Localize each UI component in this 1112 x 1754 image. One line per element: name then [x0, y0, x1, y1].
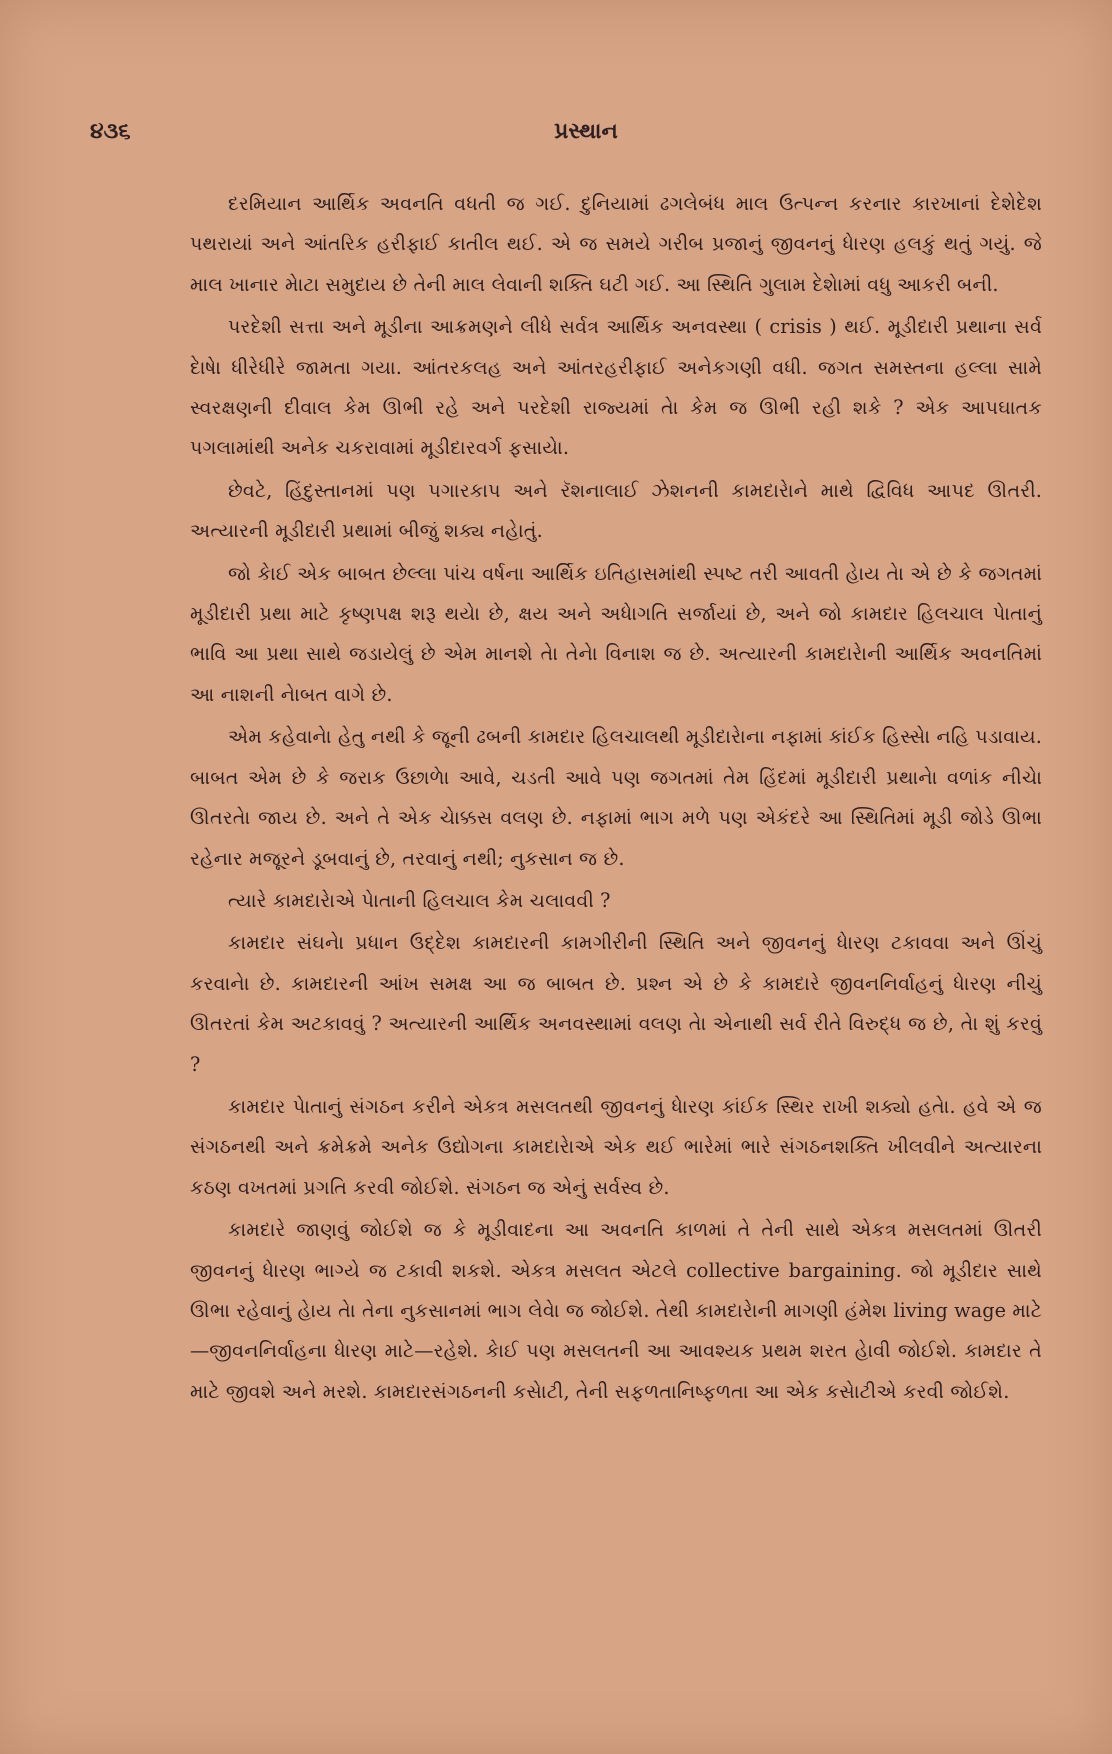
paragraph-1: દરમિયાન આર્થિક અવનતિ વધતી જ ગઈ. દુનિયામાં ઢગલેબંધ માલ ઉત્પન્ન કરનાર કારખાનાં દેશેદેશ પથરાયાં અને આંતરિક હરીફાઈ કાતીલ થઈ. એ જ સમયે ગરીબ પ્રજાનું જીવનનું ધેારણ હલકું થતું ગયું. જે માલ ખાનાર મેાટા સમુદાય છે તેની માલ લેવાની શક્તિ ઘટી ગઈ. આ સ્થિતિ ગુલામ દેશેામાં વધુ આકરી બની.: [190, 192, 1042, 296]
page-header: [90, 118, 1042, 158]
paragraph-8: કામદાર પેાતાનું સંગઠન કરીને એકત્ર મસલતથી જીવનનું ધેારણ કાંઈક સ્થિર રાખી શક્યો હતેા. હવે એ જ સંગઠનથી અને ક્રમેક્રમે અનેક ઉદ્યોગના કામદારેાએ એક થઈ ભારેમાં ભારે સંગઠનશક્તિ ખીલવીને અત્યારના કઠણ વખતમાં પ્રગતિ કરવી જોઈશે. સંગઠન જ એનું સર્વસ્વ છે.: [190, 1094, 1042, 1199]
paragraph-5: એમ કહેવાનેા હેતુ નથી કે જૂની ઢબની કામદાર હિલચાલથી મૂડીદારેાના નફામાં કાંઈક હિસ્સેા નહિ પડાવાય. બાબત એમ છે કે જરાક ઉછાળેા આવે, ચડતી આવે પણ જગતમાં તેમ હિંદમાં મૂડીદારી પ્રથાનેા વળાંક નીચેા ઊતરતેા જાય છે. અને તે એક ચેાક્કસ વલણ છે. નફામાં ભાગ મળે પણ એકંદરે આ સ્થિતિમાં મૂડી જોડે ઊભા રહેનાર મજૂરને ડૂબવાનું છે, તરવાનું નથી; નુકસાન જ છે.: [190, 725, 1042, 870]
paragraph-2: પરદેશી સત્તા અને મૂડીના આક્રમણને લીધે સર્વત્ર આર્થિક અનવસ્થા ( crisis ) થઈ. મૂડીદારી પ્રથાના સર્વ દેાષેા ધીરેધીરે જામતા ગયા. આંતરકલહ અને આંતરહરીફાઈ અનેકગણી વધી. જગત સમસ્તના હલ્લા સામે સ્વરક્ષણની દીવાલ કેમ ઊભી રહે અને પરદેશી રાજ્યમાં તેા કેમ જ ઊભી રહી શકે ? એક આપઘાતક પગલામાંથી અનેક ચકરાવામાં મૂડીદારવર્ગ ફસાયેા.: [190, 315, 1042, 460]
paragraph-4: જો કેાઈ એક બાબત છેલ્લા પાંચ વર્ષના આર્થિક ઇતિહાસમાંથી સ્પષ્ટ તરી આવતી હેાય તેા એ છે કે જગતમાં મૂડીદારી પ્રથા માટે કૃષ્ણપક્ષ શરૂ થયેા છે, ક્ષય અને અધેાગતિ સર્જાયાં છે, અને જો કામદાર હિલચાલ પેાતાનું ભાવિ આ પ્રથા સાથે જડાયેલું છે એમ માનશે તેા તેનેા વિનાશ જ છે. અત્યારની કામદારેાની આર્થિક અવનતિમાં આ નાશની નેાબત વાગે છે.: [190, 561, 1042, 706]
body-text: [190, 184, 1042, 1412]
page-number: ૪૩૬: [90, 118, 131, 144]
paragraph-6: ત્યારે કામદારેાએ પેાતાની હિલચાલ કેમ ચલાવવી ?: [228, 888, 611, 912]
paragraph-7: કામદાર સંઘનેા પ્રધાન ઉદ્દેશ કામદારની કામગીરીની સ્થિતિ અને જીવનનું ધેારણ ટકાવવા અને ઊંચું કરવાનેા છે. કામદારની આંખ સમક્ષ આ જ બાબત છે. પ્રશ્ન એ છે કે કામદારે જીવનનિર્વાહનું ધેારણ નીચું ઊતરતાં કેમ અટકાવવું ? અત્યારની આર્થિક અનવસ્થામાં વલણ તેા એનાથી સર્વ રીતે વિરુદ્ધ જ છે, તેા શું કરવું ?: [190, 931, 1042, 1076]
paragraph-3: છેવટે, હિંદુસ્તાનમાં પણ પગારકાપ અને રૅશનાલાઈ ઝેશનની કામદારેાને માથે દ્વિવિધ આપદ ઊતરી. અત્યારની મૂડીદારી પ્રથામાં બીજું શક્ય નહેાતું.: [190, 478, 1042, 543]
paragraph-9: કામદારે જાણવું જોઈશે જ કે મૂડીવાદના આ અવનતિ કાળમાં તે તેની સાથે એકત્ર મસલતમાં ઊતરી જીવનનું ધેારણ ભાગ્યે જ ટકાવી શકશે. એકત્ર મસલત એટલે collective bargaining. જો મૂડીદાર સાથે ઊભા રહેવાનું હેાય તેા તેના નુકસાનમાં ભાગ લેવેા જ જોઈશે. તેથી કામદારેાની માગણી હંમેશ living wage માટે—જીવનનિર્વાહના ધેારણ માટે—રહેશે. કેાઈ પણ મસલતની આ આવશ્યક પ્રથમ શરત હેાવી જોઈશે. કામદાર તે માટે જીવશે અને મરશે. કામદારસંગઠનની કસેાટી, તેની સફળતાનિષ્ફળતા આ એક કસેાટીએ કરવી જોઈશે.: [190, 1218, 1042, 1403]
running-title: પ્રસ્થાન: [554, 118, 618, 144]
